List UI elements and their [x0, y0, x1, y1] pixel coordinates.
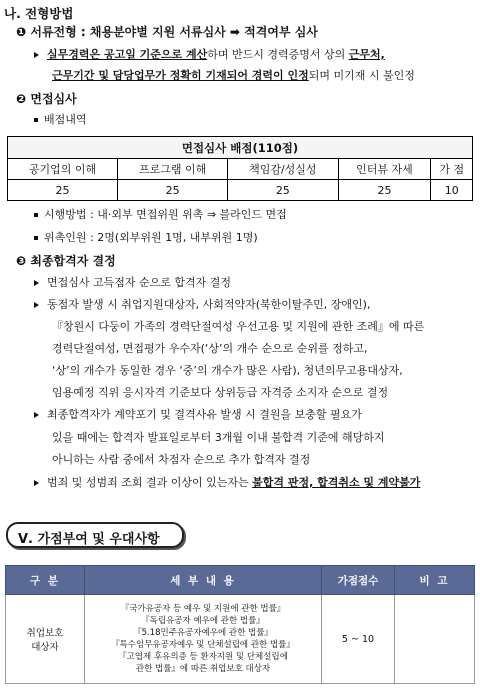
interview-title-text: 면접심사 [30, 92, 77, 106]
triangle-bullet-icon [34, 280, 39, 286]
screening-title [16, 25, 318, 39]
score-table-title: 면접심사 배점(110점) [8, 137, 473, 159]
score-allocation-label [34, 113, 87, 127]
career-unrecognized-text: 되며 미기재 시 불인정 [308, 69, 415, 82]
law-line: 관한 법률』에 따른 취업보호 대상자 [135, 664, 271, 674]
score-value-cell: 25 [118, 180, 228, 201]
bonus-header-score: 가점점수 [322, 566, 395, 595]
triangle-bullet-icon [34, 412, 39, 418]
bonus-points-table [5, 565, 475, 684]
bonus-details-cell [85, 595, 322, 684]
vacancy-fill-text: 최종합격자가 계약포기 및 결격사유 발생 시 결원을 보충할 필요가 [47, 408, 362, 421]
score-header-cell: 공기업의 이해 [8, 159, 118, 180]
score-value-cell: 25 [8, 180, 118, 201]
score-header-cell: 가 점 [431, 159, 473, 180]
interview-score-table [7, 136, 473, 201]
final-bullet-2-line5: 임용예정 직위 응시자격 기준보다 상위등급 자격증 소지자 순으로 결정 [52, 386, 389, 399]
score-allocation-text: 배점내역 [44, 113, 87, 126]
section-five-heading [6, 522, 184, 548]
screening-bullet-line2 [52, 69, 415, 83]
bonus-score-cell: 5 ~ 10 [322, 595, 395, 684]
category-line: 대상자 [31, 642, 59, 653]
score-value-cell: 10 [431, 180, 473, 201]
law-line: 『고엽제 후유의증 등 환자지원 및 단체설립에 [118, 652, 288, 662]
final-bullet-2-line2: 『창원시 다둥이 가족의 경력단절여성 우선고용 및 지원에 관한 조례』에 따른 [52, 320, 425, 333]
section-heading: 나. 전형방법 [4, 6, 74, 21]
interview-method-text: 시행방법 : 내·외부 면접위원 위촉 ⇒ 블라인드 면접 [44, 208, 287, 221]
final-title [16, 254, 116, 268]
score-value-cell: 25 [338, 180, 431, 201]
final-bullet-2-line3: 경력단절여성, 면접평가 우수자(‘상’의 개수 순으로 순위를 정하고, [52, 342, 368, 355]
bullet-dot-icon [34, 213, 38, 217]
circle-number-one-icon: ❶ [16, 25, 27, 39]
law-line: 『5.18민주유공자예우에 관한 법률』 [133, 628, 273, 638]
interview-method [34, 208, 287, 222]
triangle-bullet-icon [34, 480, 39, 486]
score-value-cell: 25 [228, 180, 338, 201]
final-bullet-3-line2: 있을 때에는 합격자 발표일로부터 3개월 이내 불합격 기준에 해당하지 [52, 431, 385, 444]
law-line: 『국가유공자 등 예우 및 지원에 관한 법률』 [120, 604, 286, 614]
score-header-cell: 책임감/성실성 [228, 159, 338, 180]
final-bullet-3-line3: 아니하는 사람 중에서 차점자 순으로 추가 합격자 결정 [52, 453, 311, 466]
career-recognition-text: 근무기간 및 담당업무가 정확히 기재되어 경력이 인정 [52, 69, 309, 82]
interview-title [16, 92, 77, 106]
final-bullet-3-line1 [34, 408, 362, 422]
circle-number-two-icon: ❷ [16, 92, 27, 106]
final-bullet-1-text: 면접심사 고득점자 순으로 합격자 결정 [47, 276, 232, 289]
tie-break-text: 동점자 발생 시 취업지원대상자, 사회적약자(북한이탈주민, 장애인), [47, 298, 371, 311]
bullet-dot-icon [34, 118, 38, 122]
score-header-cell: 인터뷰 자세 [338, 159, 431, 180]
interview-members-text: 위촉인원 : 2명(외부위원 1명, 내부위원 1명) [44, 231, 258, 244]
bonus-note-cell [395, 595, 475, 684]
triangle-bullet-icon [34, 302, 39, 308]
workplace-text: 근무처, [348, 48, 385, 61]
final-bullet-2-line1 [34, 298, 370, 312]
screening-title-rest: : 채용분야별 지원 서류심사 ➡ 적격여부 심사 [76, 25, 318, 39]
law-line: 『독립유공자 예우에 관한 법률』 [141, 616, 265, 626]
screening-title-bold: 서류전형 [30, 25, 77, 39]
final-bullet-2-line4: ‘상’의 개수가 동일한 경우 ‘중’의 개수가 많은 사람), 청년의무고용대상자, [52, 364, 403, 377]
screening-bullet-line1 [34, 48, 385, 62]
crime-check-text: 범죄 및 성범죄 조회 결과 이상이 있는자는 [47, 476, 253, 489]
career-proof-text: 하며 반드시 경력증명서 상의 [207, 48, 349, 61]
final-bullet-4 [34, 476, 420, 490]
circle-number-three-icon: ❸ [16, 254, 27, 268]
bonus-header-details: 세 부 내 용 [85, 566, 322, 595]
section-five-title: Ⅴ. 가점부여 및 우대사항 [18, 532, 160, 547]
career-calc-text: 실무경력은 공고일 기준으로 계산 [47, 48, 208, 61]
interview-members [34, 231, 258, 245]
final-title-text: 최종합격자 결정 [30, 254, 116, 268]
disqualification-text: 불합격 판정, 합격취소 및 계약불가 [252, 476, 421, 489]
bonus-category-cell [6, 595, 85, 684]
law-line: 『특수임무유공자예우 및 단체설립에 관한 법률』 [111, 640, 295, 650]
score-header-cell: 프로그램 이해 [118, 159, 228, 180]
category-line: 취업보호 [26, 628, 64, 639]
bullet-dot-icon [34, 236, 38, 240]
final-bullet-1 [34, 276, 231, 290]
bonus-header-note: 비 고 [395, 566, 475, 595]
triangle-bullet-icon [34, 52, 39, 58]
bonus-header-category: 구 분 [6, 566, 85, 595]
